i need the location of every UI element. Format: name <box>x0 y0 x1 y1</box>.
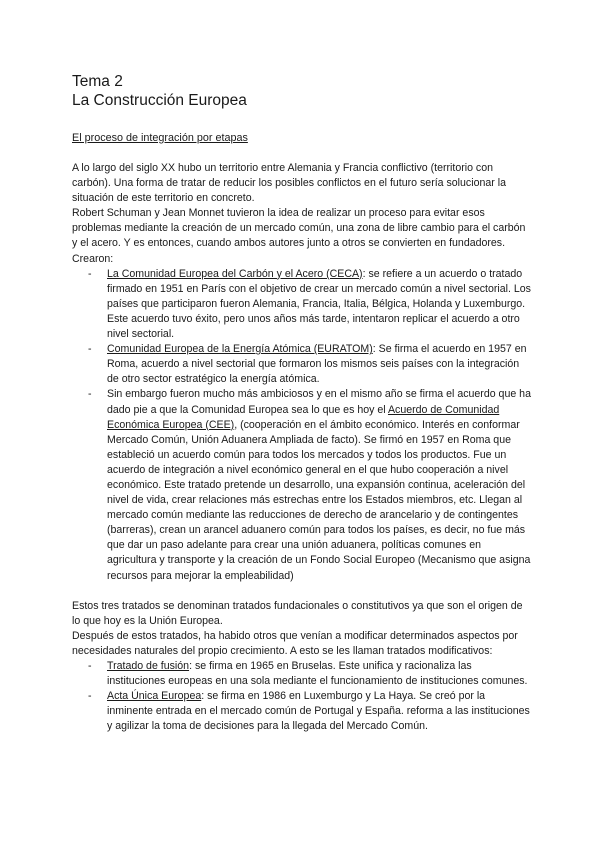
title-line-2: La Construcción Europea <box>72 92 247 109</box>
cee-text: , (cooperación en el ámbito económico. Interés en conformar Mercado Común, Unión Aduanera Ampliada de facto). Se firmó en 1957 en Roma que estableció un acuerdo común para todos los mercados y todos los productos. Fue un acuerdo de integración a nivel económico general en el que hubo cooperación a nivel económico. Este tratado pretende un desarrollo, una expansión continua, aceleración del nivel de vida, crear relaciones más estrechas entre los Estados miembros, etc. Llegan al mercado común mediante las reducciones de derecho de arancelario y de contingentes (barreras), crean un arancel aduanero común para todos los países, es decir, no fue más que dar un paso adelante para crear una unión aduanera, políticas comunes en agricultura y transporte y la creación de un Fondo Social Europeo (Mecanismo que asigna recursos para mejorar la empleabilidad) <box>107 418 531 582</box>
cee-pre-text: Sin embargo fueron mucho más ambiciosos y en el mismo año se firma el acuerdo que ha dado pie a que la Comunidad Europea sea lo que es hoy el <box>107 388 531 416</box>
list-item-euratom <box>88 342 532 387</box>
intro-paragraph-3: Crearon: <box>72 252 114 265</box>
title-line-1: Tema 2 <box>72 73 123 90</box>
euratom-text: : Se firma el acuerdo en 1957 en Roma, acuerdo a nivel sectorial que formaron los mismos seis países con la integración de otro sector estratégico la energía atómica. <box>107 343 527 386</box>
cee-link[interactable]: Acuerdo de Comunidad Económica Europea (CEE) <box>107 403 500 431</box>
acta-unica-text: : se firma en 1986 en Luxemburgo y La Haya. Se creó por la inminente entrada en el mercado común de Portugal y España. reforma a las instituciones y agilizar la toma de decisiones para la llegada del Mercado Común. <box>107 690 530 733</box>
list-item-acta-unica <box>88 689 532 734</box>
created-treaties-list <box>72 267 532 584</box>
ceca-link[interactable]: La Comunidad Europea del Carbón y el Acero (CECA) <box>107 267 363 280</box>
intro-paragraph-1: A lo largo del siglo XX hubo un territorio entre Alemania y Francia conflictivo (territorio con carbón). Una forma de tratar de reducir los posibles conflictos en el futuro sería solucionar la situación de este territorio en concreto. <box>72 162 506 205</box>
document-body <box>72 161 532 734</box>
after-paragraph-2: Después de estos tratados, ha habido otros que venían a modificar determinados aspectos por necesidades naturales del propio crecimiento. A esto se les llaman tratados modificativos: <box>72 629 518 657</box>
list-item-ceca <box>88 267 532 342</box>
after-paragraph-1: Estos tres tratados se denominan tratados fundacionales o constitutivos ya que son el origen de lo que hoy es la Unión Europea. <box>72 599 523 627</box>
list-item-cee <box>88 387 532 583</box>
acta-unica-link[interactable]: Acta Única Europea <box>107 690 202 703</box>
fusion-text: : se firma en 1965 en Bruselas. Este unifica y racionaliza las instituciones europeas en una sola mediante el funcionamiento de instituciones comunes. <box>107 660 528 688</box>
fusion-link[interactable]: Tratado de fusión <box>107 660 190 672</box>
intro-paragraph-2: Robert Schuman y Jean Monnet tuvieron la idea de realizar un proceso para evitar esos problemas mediante la creación de un mercado común, una zona de libre cambio para el carbón y el acero. Y es entonces, cuando ambos autores junto a otros se convierten en fundadores. <box>72 207 526 250</box>
modifying-treaties-list <box>72 659 532 734</box>
document-title <box>72 72 247 110</box>
section-heading-wrap <box>72 131 248 145</box>
ceca-text: : se refiere a un acuerdo o tratado firmado en 1951 en París con el objetivo de crear un mercado común a nivel sectorial. Los países que participaron fueron Alemania, Francia, Italia, Bélgica, Holanda y Luxemburgo. Este acuerdo tuvo éxito, pero unos años más tarde, intentaron replicar el acuerdo a otro nivel sectorial. <box>107 267 531 341</box>
list-item-fusion <box>88 659 532 689</box>
paragraph-gap <box>72 584 532 599</box>
euratom-link[interactable]: Comunidad Europea de la Energía Atómica (EURATOM) <box>107 343 373 356</box>
section-heading: El proceso de integración por etapas <box>72 132 248 144</box>
